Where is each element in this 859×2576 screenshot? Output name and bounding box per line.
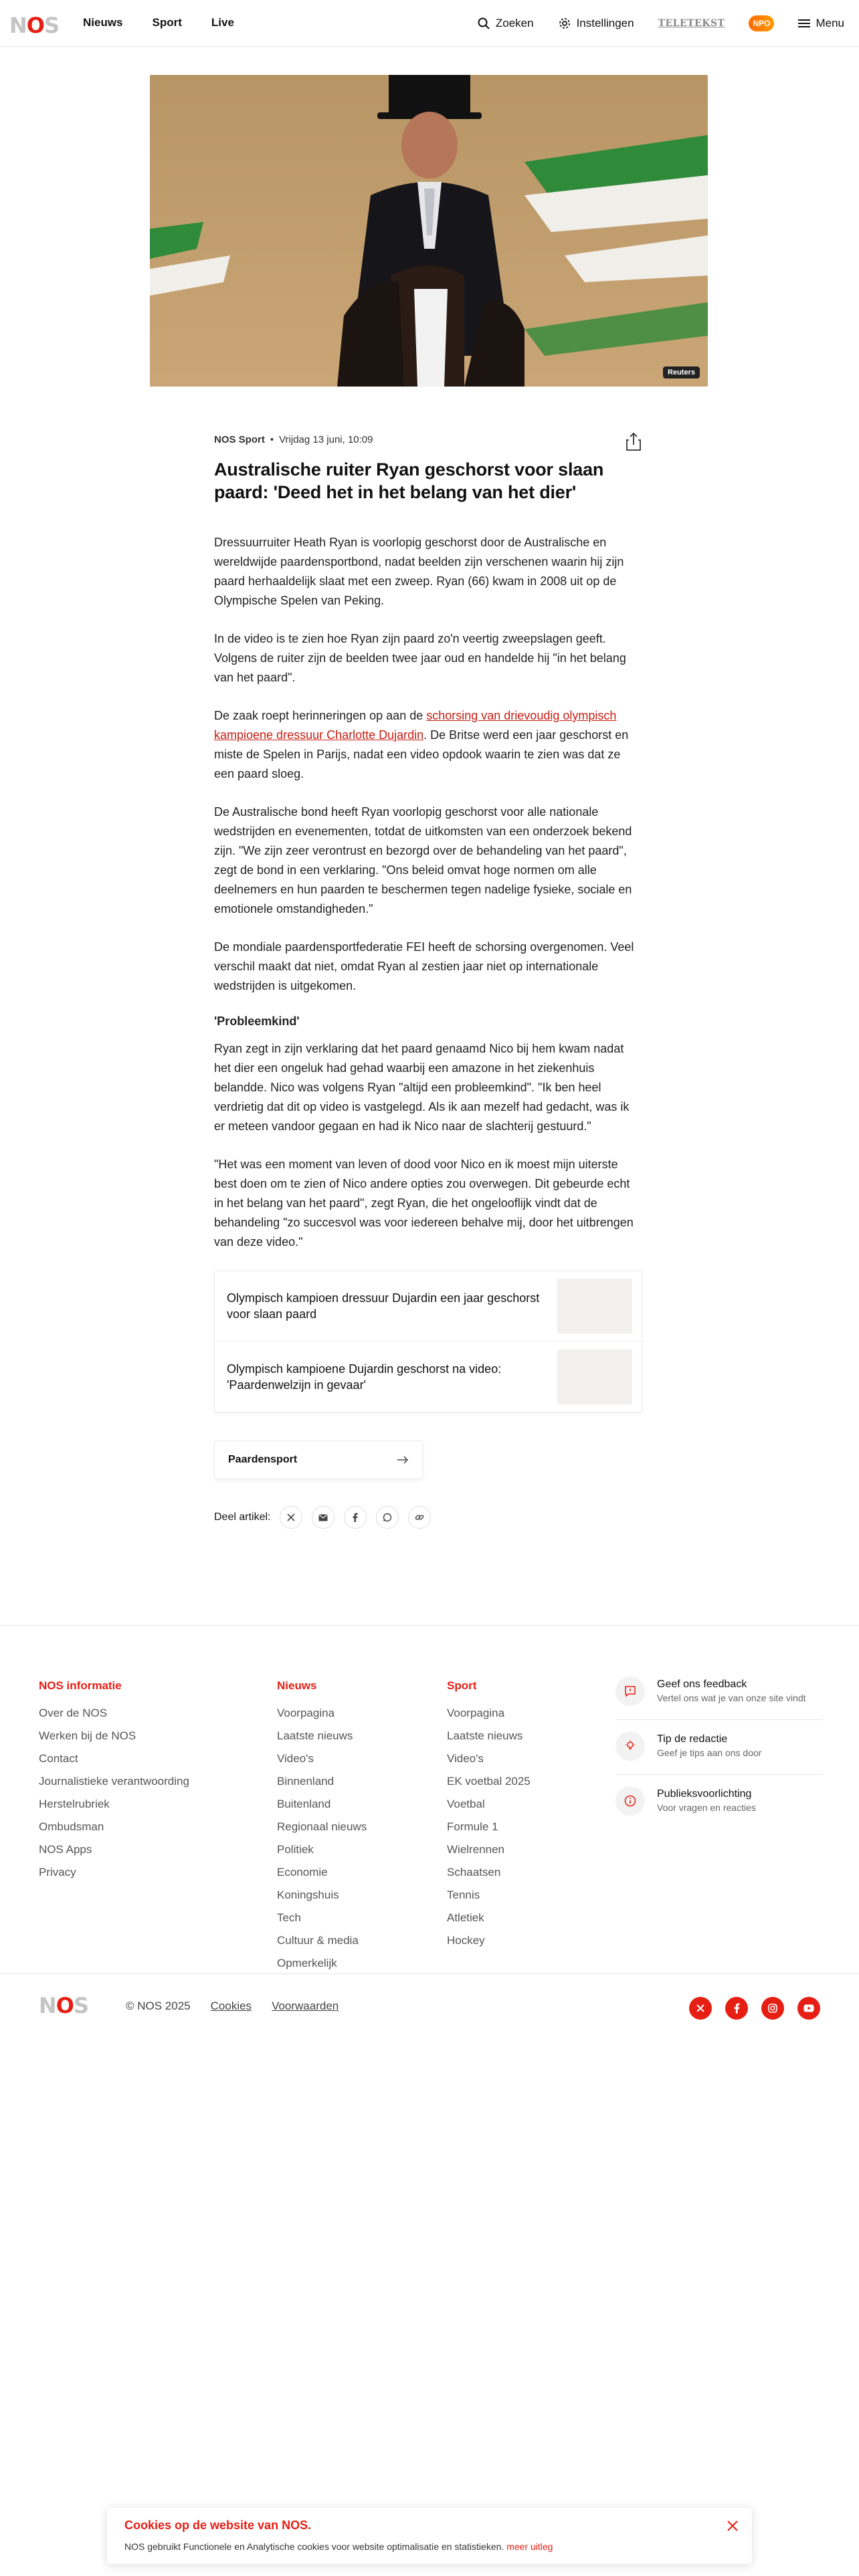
footer-link[interactable]: Schaatsen	[447, 1866, 501, 1879]
footer-link[interactable]: Binnenland	[277, 1775, 335, 1788]
paragraph: De mondiale paardensportfederatie FEI heeft de schorsing overgenomen. Veel verschil maakt dat niet, omdat Ryan al zestien jaar niet op internationale wedstrijden is uitgekomen.	[214, 940, 634, 992]
teletekst-link[interactable]: TELETEKST	[658, 18, 725, 29]
main-nav	[83, 16, 234, 29]
paragraph: In de video is te zien hoe Ryan zijn paard zo'n veertig zweepslagen geeft. Volgens de ruiter zijn de beelden twee jaar oud en handelde hij "in het belang van het paard".	[214, 632, 626, 684]
meta-separator: •	[270, 433, 274, 445]
close-icon	[724, 2517, 741, 2535]
footer-link[interactable]: Regionaal nieuws	[277, 1820, 367, 1833]
facebook-icon	[734, 2003, 740, 2014]
article-section[interactable]: NOS Sport	[214, 433, 265, 445]
related-thumbnail	[557, 1350, 632, 1404]
paragraph: Dressuurruiter Heath Ryan is voorlopig geschorst door de Australische en wereldwijde paardensportbond, nadat beelden zijn verschenen waarin hij zijn paard herhaaldelijk slaat met een zweep. Ryan (66) kwam in 2008 uit op de Olympische Spelen van Peking.	[214, 536, 624, 607]
facebook-icon	[353, 1513, 358, 1522]
share-icon	[625, 431, 642, 451]
terms-link[interactable]: Voorwaarden	[272, 2000, 339, 2012]
footer-link[interactable]: Laatste nieuws	[277, 1729, 353, 1742]
share-email-button[interactable]	[312, 1506, 335, 1529]
cookie-title: Cookies op de website van NOS.	[124, 2518, 312, 2532]
footer-link[interactable]: Video's	[447, 1752, 484, 1765]
share-button[interactable]	[625, 431, 642, 451]
header-actions	[453, 12, 844, 35]
cookies-link[interactable]: Cookies	[210, 2000, 252, 2012]
footer-link[interactable]: Voorpagina	[447, 1707, 505, 1719]
x-social-link[interactable]	[689, 1997, 712, 2020]
instagram-icon	[767, 2003, 778, 2014]
instagram-social-link[interactable]	[761, 1997, 784, 2020]
footer-link[interactable]: Hockey	[447, 1934, 485, 1947]
footer-link[interactable]: Cultuur & media	[277, 1934, 359, 1947]
hamburger-icon	[798, 18, 810, 29]
related-articles	[214, 1271, 642, 1412]
footer-link[interactable]: Opmerkelijk	[277, 1957, 337, 1969]
site-footer	[0, 1625, 859, 2060]
footer-link[interactable]: Ombudsman	[39, 1820, 104, 1833]
feedback-icon	[615, 1677, 645, 1706]
footer-link[interactable]: Wielrennen	[447, 1843, 504, 1856]
article-body	[214, 533, 642, 1252]
search-button[interactable]: Zoeken	[477, 17, 534, 30]
youtube-icon	[803, 2004, 814, 2012]
related-thumbnail	[557, 1279, 632, 1333]
facebook-social-link[interactable]	[725, 1997, 748, 2020]
share-article	[214, 1506, 642, 1529]
share-whatsapp-button[interactable]	[376, 1506, 399, 1529]
footer-col-title: Sport	[447, 1679, 477, 1692]
menu-button[interactable]: Menu	[798, 17, 844, 30]
cookie-more-link[interactable]: meer uitleg	[506, 2541, 553, 2552]
footer-link[interactable]: Privacy	[39, 1866, 76, 1879]
nav-nieuws[interactable]: Nieuws	[83, 16, 123, 29]
youtube-social-link[interactable]	[797, 1997, 820, 2020]
share-link-button[interactable]	[408, 1506, 431, 1529]
paragraph: De zaak roept herinneringen op aan de schorsing van drievoudig olympisch kampioene dressuur Charlotte Dujardin. De Britse werd een jaar geschorst en miste de Spelen in Parijs, nadat een video opdook waarin te zien was dat ze een paard sloeg.	[214, 709, 629, 780]
footer-link[interactable]: Voorpagina	[277, 1707, 335, 1719]
nos-logo-footer[interactable]: NOS	[39, 1993, 89, 2018]
footer-link[interactable]: Laatste nieuws	[447, 1729, 523, 1742]
paragraph: De Australische bond heeft Ryan voorlopig geschorst voor alle nationale wedstrijden en evenementen, totdat de uitkomsten van een onderzoek bekend zijn. "We zijn zeer verontrust en bezorgd over de behandeling van het paard", zegt de bond in een verklaring. "Ons beleid omvat hoge normen om alle deelnemers en hun paarden te beschermen tegen nadelige fysieke, sociale en emotionele omstandigheden."	[214, 805, 632, 916]
x-icon	[696, 2004, 705, 2013]
footer-link[interactable]: Over de NOS	[39, 1707, 108, 1719]
search-icon	[477, 17, 490, 30]
footer-col-title: NOS informatie	[39, 1679, 122, 1692]
cookie-banner	[107, 2508, 752, 2564]
related-article[interactable]: Olympisch kampioen dressuur Dujardin een jaar geschorst voor slaan paard	[215, 1271, 642, 1341]
footer-link[interactable]: Politiek	[277, 1843, 314, 1856]
footer-link[interactable]: Tech	[277, 1911, 301, 1924]
gear-icon	[558, 17, 571, 30]
article-meta	[214, 431, 642, 447]
info-icon	[615, 1786, 645, 1816]
publieksvoorlichting-button[interactable]: Publieksvoorlichting Voor vragen en reacties	[615, 1786, 823, 1816]
footer-link[interactable]: Contact	[39, 1752, 78, 1765]
footer-col-nieuws	[277, 1679, 367, 1975]
footer-link[interactable]: Video's	[277, 1752, 314, 1765]
footer-link[interactable]: Voetbal	[447, 1798, 485, 1810]
tag-paardensport[interactable]: Paardensport	[214, 1440, 423, 1479]
lightbulb-icon	[615, 1731, 645, 1761]
footer-link[interactable]: Journalistieke verantwoording	[39, 1775, 189, 1788]
footer-link[interactable]: Formule 1	[447, 1820, 498, 1833]
footer-col-nos-informatie	[39, 1679, 189, 1884]
x-icon	[287, 1513, 295, 1521]
footer-bottom	[0, 1973, 859, 2054]
rider-photo	[150, 75, 708, 387]
footer-legal-links	[126, 2000, 339, 2013]
tip-redactie-button[interactable]: Tip de redactie Geef je tips aan ons door	[615, 1731, 823, 1761]
footer-col-title: Nieuws	[277, 1679, 317, 1692]
settings-button[interactable]: Instellingen	[558, 17, 634, 30]
cookie-close-button[interactable]	[724, 2517, 741, 2535]
cookie-description: NOS gebruikt Functionele en Analytische cookies voor website optimalisatie en statistieken. meer uitleg	[124, 2541, 553, 2552]
footer-link[interactable]: Werken bij de NOS	[39, 1729, 136, 1742]
hero-image	[150, 75, 708, 387]
footer-link[interactable]: Herstelrubriek	[39, 1798, 110, 1810]
subheading: 'Probleemkind'	[214, 1014, 300, 1028]
link-icon	[415, 1513, 424, 1522]
site-header	[0, 0, 859, 47]
footer-col-sport	[447, 1679, 531, 1952]
whatsapp-icon	[383, 1513, 392, 1522]
article-title: Australische ruiter Ryan geschorst voor slaan paard: 'Deed het in het belang van het dier'	[214, 459, 604, 502]
photo-credit: Reuters	[663, 366, 700, 379]
nav-sport[interactable]: Sport	[152, 16, 182, 29]
footer-link[interactable]: Buitenland	[277, 1798, 331, 1810]
npo-logo: NPO	[749, 15, 774, 31]
nos-logo[interactable]: NOS	[9, 13, 60, 38]
article-date: Vrijdag 13 juni, 10:09	[279, 433, 373, 445]
nav-live[interactable]: Live	[211, 16, 234, 29]
footer-link[interactable]: Koningshuis	[277, 1889, 339, 1901]
footer-link[interactable]: Tennis	[447, 1889, 480, 1901]
feedback-button[interactable]: Geef ons feedback Vertel ons wat je van onze site vindt	[615, 1677, 823, 1706]
copyright: © NOS 2025	[126, 2000, 191, 2012]
mail-icon	[318, 1514, 328, 1521]
footer-link[interactable]: EK voetbal 2025	[447, 1775, 531, 1788]
arrow-right-icon	[397, 1455, 409, 1465]
share-facebook-button[interactable]	[344, 1506, 367, 1529]
paragraph: "Het was een moment van leven of dood voor Nico en ik moest mijn uiterste best doen om te zien of Nico andere opties zou overwegen. Dit gebeurde echt in het belang van het paard", zegt Ryan, die het ongelooflijk vindt dat de behandeling "zo succesvol was voor iedereen behalve mij, door het uitbrengen van deze video."	[214, 1158, 634, 1249]
divider	[615, 1719, 823, 1720]
related-article[interactable]: Olympisch kampioene Dujardin geschorst na video: 'Paardenwelzijn in gevaar'	[215, 1341, 642, 1412]
share-x-button[interactable]	[280, 1506, 302, 1529]
paragraph: Ryan zegt in zijn verklaring dat het paard genaamd Nico bij hem kwam nadat het dier een ongeluk had gehad waarbij een amazone in het ziekenhuis belandde. Nico was volgens Ryan "altijd een probleemkind". "Ik ben heel verdrietig dat dit op video is vastgelegd. Als ik aan mezelf had gedacht, was ik er meteen vandoor gegaan en had ik Nico naar de slachterij gestuurd."	[214, 1042, 630, 1133]
article	[214, 431, 642, 1529]
social-links	[689, 1997, 820, 2020]
share-label: Deel artikel:	[214, 1511, 271, 1523]
footer-link[interactable]: NOS Apps	[39, 1843, 92, 1856]
divider	[615, 1774, 823, 1775]
footer-link[interactable]: Atletiek	[447, 1911, 484, 1924]
npo-link[interactable]	[749, 15, 774, 31]
footer-link[interactable]: Economie	[277, 1866, 328, 1879]
dujardin-link[interactable]: schorsing van drievoudig olympisch kampioene dressuur Charlotte Dujardin	[214, 709, 617, 742]
